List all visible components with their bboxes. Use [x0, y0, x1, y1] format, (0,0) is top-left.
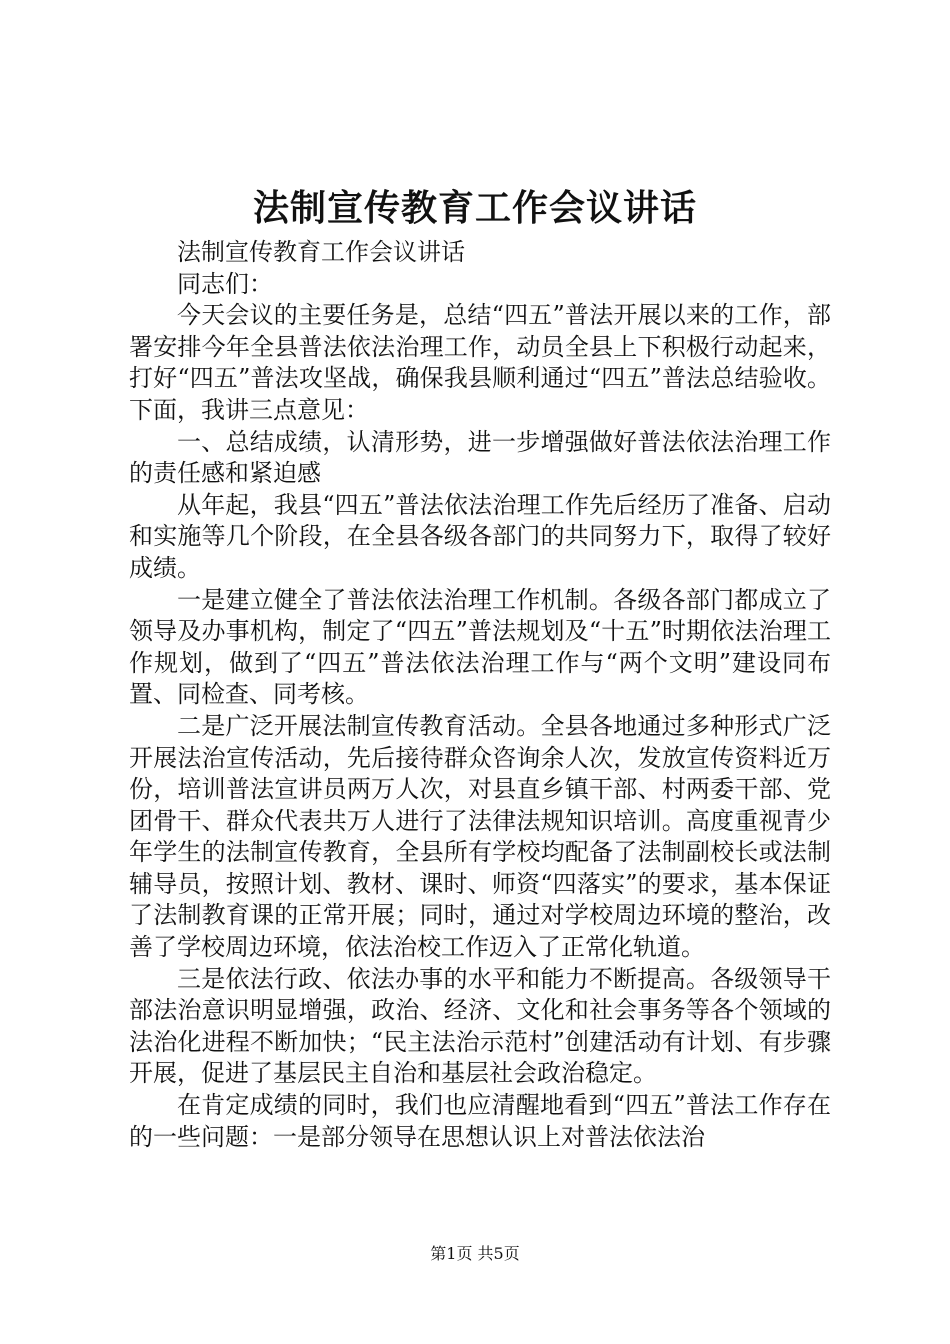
paragraph-point-one: 一是建立健全了普法依法治理工作机制。各级各部门都成立了领导及办事机构，制定了“四五”普法规划及“十五”时期依法治理工作规划，做到了“四五”普法依法治理工作与“两个文明”建设同布置、同检查、同考核。 [129, 585, 831, 709]
paragraph-point-two: 二是广泛开展法制宣传教育活动。全县各地通过多种形式广泛开展法治宣传活动，先后接待群众咨询余人次，发放宣传资料近万份，培训普法宣讲员两万人次，对县直乡镇干部、村两委干部、党团骨干、群众代表共万人进行了法律法规知识培训。高度重视青少年学生的法制宣传教育，全县所有学校均配备了法制副校长或法制辅导员，按照计划、教材、课时、师资“四落实”的要求，基本保证了法制教育课的正常开展；同时，通过对学校周边环境的整治，改善了学校周边环境，依法治校工作迈入了正常化轨道。 [129, 711, 831, 962]
page-footer: 第1页 共5页 [430, 1244, 520, 1263]
paragraph-heading-one: 一、总结成绩，认清形势，进一步增强做好普法依法治理工作的责任感和紧迫感 [129, 427, 831, 488]
document-body [129, 237, 831, 1153]
paragraph-salutation: 同志们： [177, 269, 273, 298]
paragraph-intro: 今天会议的主要任务是，总结“四五”普法开展以来的工作，部署安排今年全县普法依法治理工作，动员全县上下积极行动起来，打好“四五”普法攻坚战，确保我县顺利通过“四五”普法总结验收。下面，我讲三点意见： [129, 301, 831, 424]
document-title: 法制宣传教育工作会议讲话 [252, 187, 697, 229]
paragraph-subtitle: 法制宣传教育工作会议讲话 [177, 238, 465, 266]
paragraph-problems: 在肯定成绩的同时，我们也应清醒地看到“四五”普法工作存在的一些问题：一是部分领导在思想认识上对普法依法治 [129, 1091, 831, 1151]
paragraph-point-three: 三是依法行政、依法办事的水平和能力不断提高。各级领导干部法治意识明显增强，政治、经济、文化和社会事务等各个领域的法治化进程不断加快；“民主法治示范村”创建活动有计划、有步骤开展，促进了基层民主自治和基层社会政治稳定。 [129, 964, 831, 1088]
paragraph-achievements: 从年起，我县“四五”普法依法治理工作先后经历了准备、启动和实施等几个阶段，在全县各级各部门的共同努力下，取得了较好成绩。 [129, 490, 831, 582]
